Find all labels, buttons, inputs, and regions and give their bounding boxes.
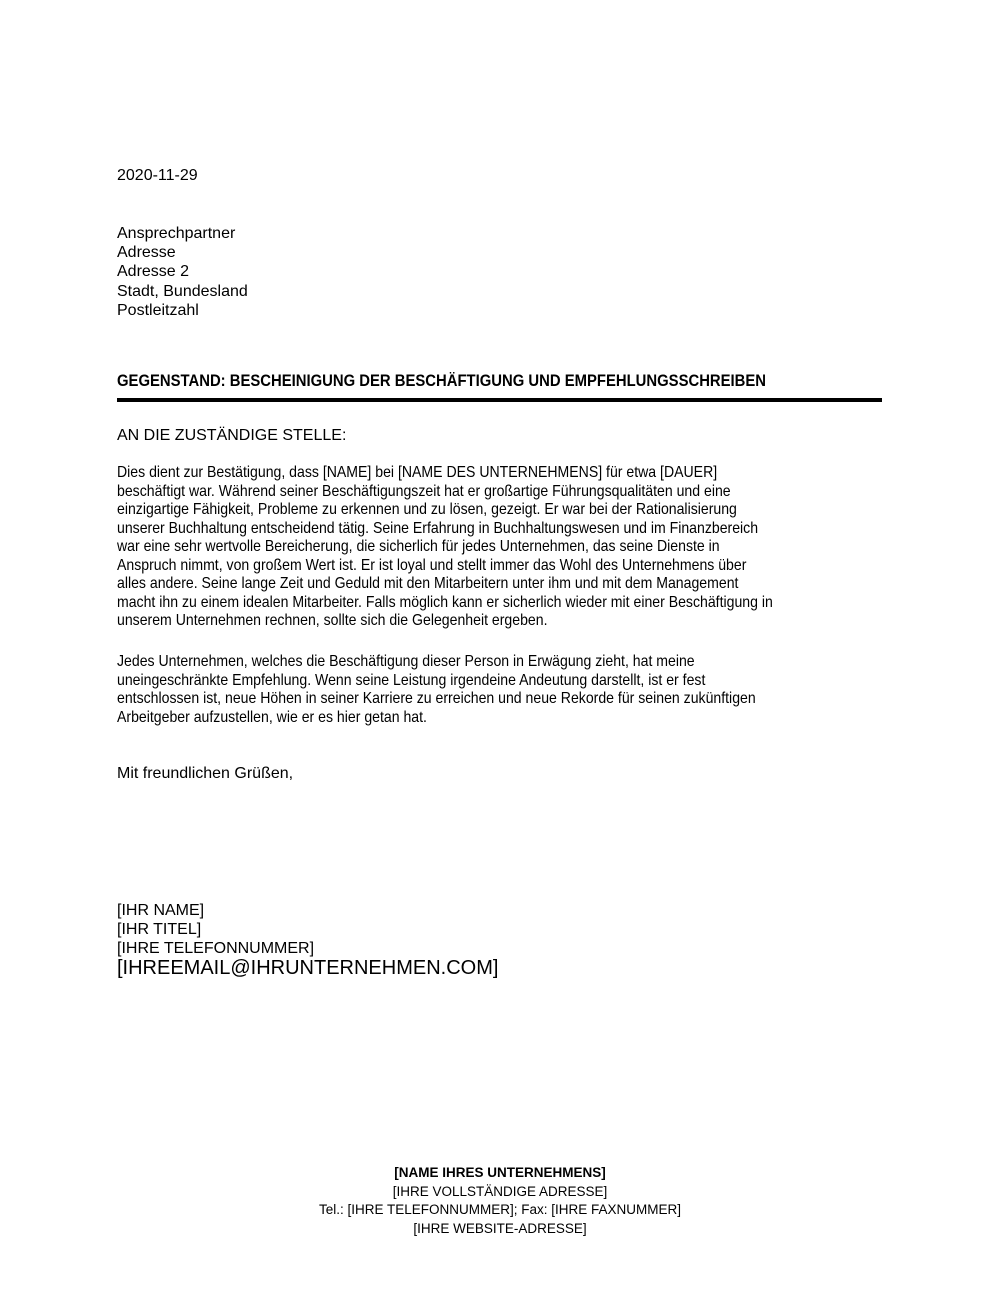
footer-phone-fax: Tel.: [IHRE TELEFONNUMMER]; Fax: [IHRE FAXNUMMER] xyxy=(318,1202,682,1218)
body-line: entschlossen ist, neue Höhen in seiner Karriere zu erreichen und neue Rekorde für seinen zukünftigen xyxy=(117,690,756,707)
salutation: AN DIE ZUSTÄNDIGE STELLE: xyxy=(117,427,347,444)
body-line: Jedes Unternehmen, welches die Beschäftigung dieser Person in Erwägung zieht, hat meine xyxy=(117,653,695,670)
recipient-address1: Adresse xyxy=(117,244,176,262)
subject-heading xyxy=(117,371,838,391)
recipient-contact: Ansprechpartner xyxy=(117,225,236,242)
body-line: Anspruch nimmt, von großem Wert ist. Er ist loyal und stellt immer das Wohl des Unternehmens über xyxy=(117,556,747,574)
body-line: Dies dient zur Bestätigung, dass [NAME] bei [NAME DES UNTERNEHMENS] für etwa [DAUER] xyxy=(117,464,718,481)
signature-name: [IHR NAME] xyxy=(117,902,205,919)
signature-email: [IHREEMAIL@IHRUNTERNEHMEN.COM] xyxy=(117,957,499,979)
body-line: beschäftigt war. Während seiner Beschäftigungszeit hat er großartige Führungsqualitäten und eine xyxy=(117,482,731,500)
signature-block xyxy=(117,901,314,958)
letter-date: 2020-11-29 xyxy=(117,167,198,184)
body-line: unserer Buchhaltung entscheidend tätig. Seine Erfahrung in Buchhaltungswesen und im Finanzbereich xyxy=(117,519,759,537)
signature-phone: [IHRE TELEFONNUMMER] xyxy=(117,940,315,957)
letter-footer xyxy=(0,1164,1000,1239)
recipient-block xyxy=(117,224,248,320)
body-paragraph-1 xyxy=(117,464,862,631)
footer-website: [IHRE WEBSITE-ADRESSE] xyxy=(413,1221,587,1237)
subject-divider-rule xyxy=(117,398,882,402)
closing-salutation: Mit freundlichen Grüßen, xyxy=(117,765,294,782)
body-line: macht ihn zu einem idealen Mitarbeiter. Falls möglich kann er sicherlich wieder mit einer Beschäftigung in xyxy=(117,593,773,611)
body-line: einzigartige Fähigkeit, Probleme zu erkennen und zu lösen, gezeigt. Er war bei der Rationalisierung xyxy=(117,501,737,518)
body-line: uneingeschränkte Empfehlung. Wenn seine Leistung irgendeine Andeutung darstellt, ist er fest xyxy=(117,671,706,689)
recipient-postal-code: Postleitzahl xyxy=(117,301,199,319)
recipient-city-state: Stadt, Bundesland xyxy=(117,282,248,300)
footer-company-name: [NAME IHRES UNTERNEHMENS] xyxy=(394,1165,606,1180)
body-line: war eine sehr wertvolle Bereicherung, die sicherlich für jedes Unternehmen, das seine Dienste in xyxy=(117,538,720,555)
recipient-address2: Adresse 2 xyxy=(117,263,190,281)
subject-heading-text: GEGENSTAND: BESCHEINIGUNG DER BESCHÄFTIGUNG UND EMPFEHLUNGSSCHREIBEN xyxy=(117,372,767,390)
body-line: unserem Unternehmen rechnen, sollte sich die Gelegenheit ergeben. xyxy=(117,612,548,629)
body-line: Arbeitgeber aufzustellen, wie er es hier getan hat. xyxy=(117,708,427,726)
footer-company-address: [IHRE VOLLSTÄNDIGE ADRESSE] xyxy=(392,1183,608,1199)
signature-title: [IHR TITEL] xyxy=(117,921,202,938)
body-paragraph-2 xyxy=(117,653,843,727)
body-line: alles andere. Seine lange Zeit und Geduld mit den Mitarbeitern unter ihm und mit dem Management xyxy=(117,575,739,592)
